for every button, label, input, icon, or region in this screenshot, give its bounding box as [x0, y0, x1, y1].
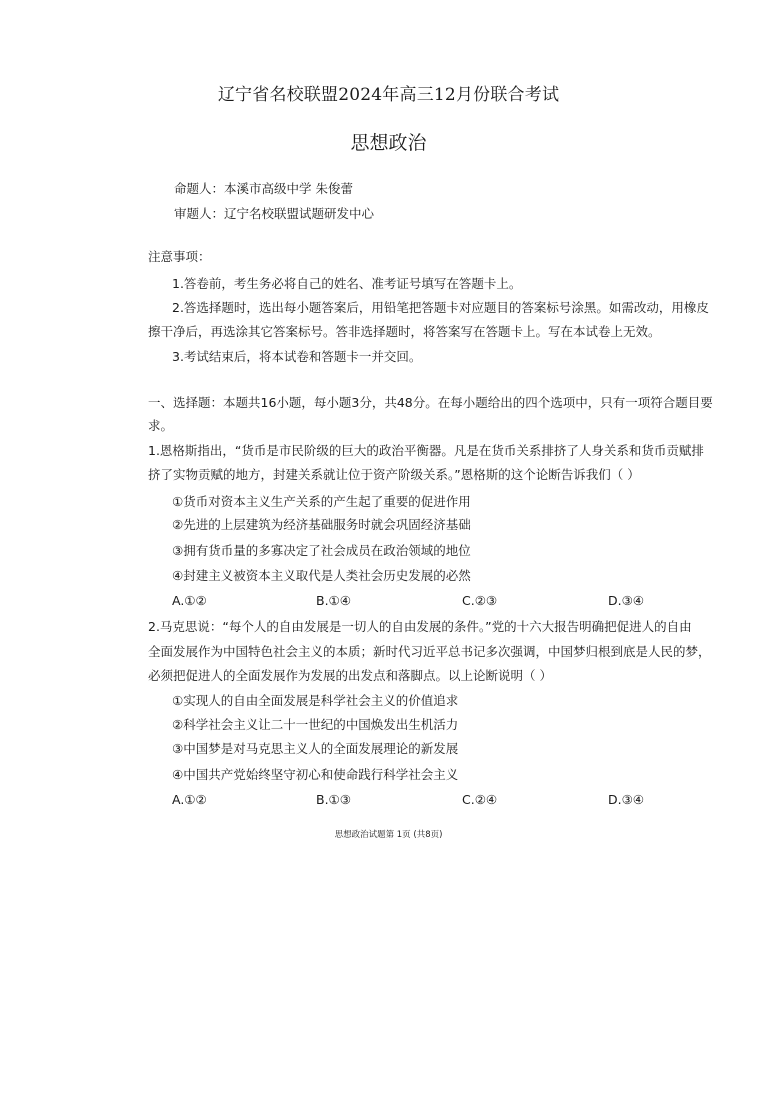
notice-item-3: 3.考试结束后，将本试卷和答题卡一并交回。 [172, 349, 422, 364]
q2-choice-a: A.①② [172, 792, 207, 807]
section-intro-line-2: 求。 [148, 418, 174, 433]
q1-option-2: ②先进的上层建筑为经济基础服务时就会巩固经济基础 [172, 517, 471, 532]
q2-choice-c: C.②④ [462, 792, 498, 807]
q2-stem-line-2: 全面发展作为中国特色社会主义的本质；新时代习近平总书记多次强调，中国梦归根到底是人民的梦， [148, 644, 711, 659]
q1-choice-a: A.①② [172, 593, 207, 608]
q2-option-4: ④中国共产党始终坚守初心和使命践行科学社会主义 [172, 767, 459, 782]
section-intro-line-1: 一、选择题：本题共16小题，每小题3分，共48分。在每小题给出的四个选项中，只有一项符合题目要 [148, 395, 713, 410]
q2-stem-line-1: 2.马克思说：“每个人的自由发展是一切人的自由发展的条件。”党的十六大报告明确把促进人的自由 [148, 619, 692, 634]
q2-option-1: ①实现人的自由全面发展是科学社会主义的价值追求 [172, 693, 459, 708]
exam-title: 辽宁省名校联盟2024年高三12月份联合考试 [217, 85, 560, 105]
q2-option-3: ③中国梦是对马克思主义人的全面发展理论的新发展 [172, 741, 459, 756]
page-footer: 思想政治试题第 1页 (共8页) [334, 830, 443, 840]
q1-choice-b: B.①④ [316, 593, 351, 608]
q1-choice-d: D.③④ [608, 593, 645, 608]
q2-option-2: ②科学社会主义让二十一世纪的中国焕发出生机活力 [172, 717, 459, 732]
q1-option-1: ①货币对资本主义生产关系的产生起了重要的促进作用 [172, 494, 471, 509]
notice-item-2-line-2: 擦干净后，再选涂其它答案标号。答非选择题时，将答案写在答题卡上。写在本试卷上无效。 [148, 324, 661, 339]
q1-option-3: ③拥有货币量的多寡决定了社会成员在政治领域的地位 [172, 543, 471, 558]
notice-heading: 注意事项： [148, 249, 211, 264]
reviewer-line: 审题人：辽宁名校联盟试题研发中心 [174, 206, 375, 221]
q1-option-4: ④封建主义被资本主义取代是人类社会历史发展的必然 [172, 568, 471, 583]
q1-stem-line-1: 1.恩格斯指出，“货币是市民阶级的巨大的政治平衡器。凡是在货币关系排挤了人身关系和货币贡赋排 [148, 443, 704, 458]
q2-choice-b: B.①③ [316, 792, 351, 807]
q2-stem-line-3: 必须把促进人的全面发展作为发展的出发点和落脚点。以上论断说明（ ） [148, 668, 552, 683]
notice-item-1: 1.答卷前，考生务必将自己的姓名、准考证号填写在答题卡上。 [172, 276, 522, 291]
notice-item-2-line-1: 2.答选择题时，选出每小题答案后，用铅笔把答题卡对应题目的答案标号涂黑。如需改动，用橡皮 [172, 300, 709, 315]
q1-choice-c: C.②③ [462, 593, 498, 608]
author-line: 命题人：本溪市高级中学 朱俊蕾 [174, 181, 353, 196]
q1-stem-line-2: 挤了实物贡赋的地方，封建关系就让位于资产阶级关系。”恩格斯的这个论断告诉我们（ ） [148, 467, 640, 482]
subject-title: 思想政治 [350, 132, 427, 154]
q2-choice-d: D.③④ [608, 792, 645, 807]
